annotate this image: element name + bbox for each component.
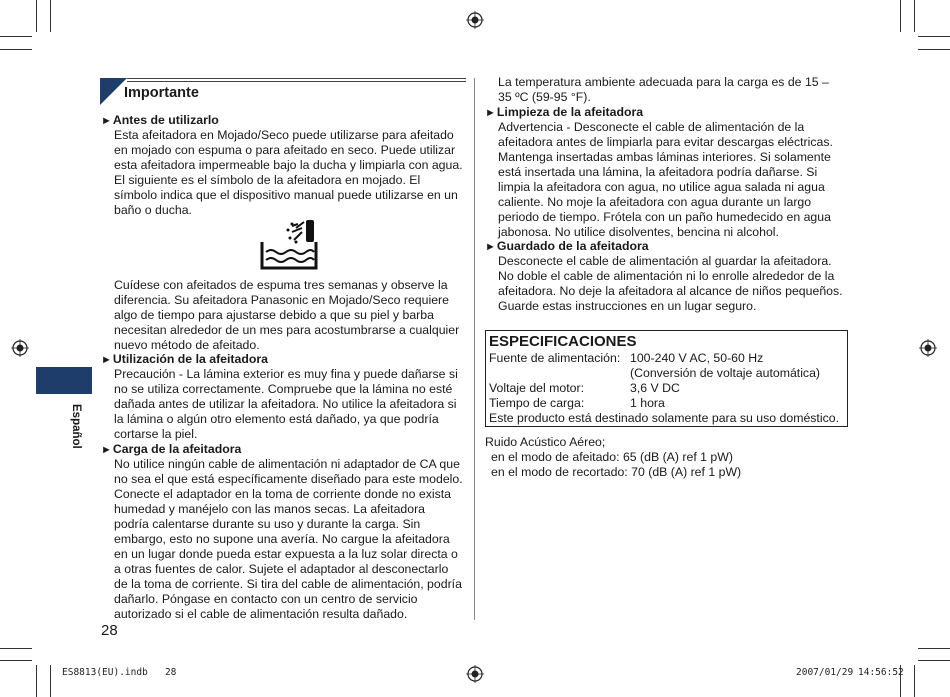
spec-note: Este producto está destinado solamente para su uso doméstico. — [489, 411, 839, 425]
crop-mark — [36, 665, 37, 697]
header-rule — [127, 81, 466, 82]
paragraph-antes: Esta afeitadora en Mojado/Seco puede utilizarse para afeitado en mojado con espuma o para afeitado en seco. Puede utilizar esta afeitadora impermeable bajo la ducha y limpiarla con agua. El siguiente es el símbolo de la afeitadora en mojado. El símbolo indica que el dispositivo manual puede utilizarse en un baño o ducha. — [114, 128, 463, 217]
footer-time: 14:56:52 — [858, 667, 904, 678]
noise-line: en el modo de afeitado: 65 (dB (A) ref 1 pW) — [491, 450, 733, 464]
header-rule — [127, 78, 466, 79]
spec-value: 100-240 V AC, 50-60 Hz — [630, 351, 764, 365]
paragraph-carga: No utilice ningún cable de alimentación ni adaptador de CA que no sea el que está específicamente diseñado para este modelo. Conecte el adaptador en la toma de corriente donde no exista humedad y manéjelo con las manos secas. La afeitadora podría calentarse durante su uso y durante la carga. Sin embargo, esto no supone una avería. No cargue la afeitadora en un lugar donde pueda estar expuesta a la luz solar directa o a otras fuentes de calor. Sujete el adaptador al desconectarlo de la toma de corriente. Si tira del cable de alimentación, podría dañarlo. Póngase en contacto con un centro de servicio autorizado si el cable de alimentación resulta dañado. — [114, 457, 463, 621]
language-tab — [36, 367, 92, 394]
paragraph-uso: Precaución - La lámina exterior es muy fina y puede dañarse si no se utiliza correctamente. Compruebe que la lámina no esté dañada antes de utilizar la afeitadora. No utilice la afeitadora si la lámina o algún otro elemento está dañado, ya que podría cortarse la piel. — [114, 367, 458, 441]
crop-mark — [50, 0, 51, 32]
subsection-heading: ►Carga de la afeitadora — [101, 442, 242, 456]
paragraph-temperatura: La temperatura ambiente adecuada para la carga es de 15 – 35 ºC (59-95 °F). — [498, 75, 829, 104]
spec-label: Fuente de alimentación: — [489, 351, 621, 365]
wet-shaving-symbol-icon — [258, 218, 322, 272]
paragraph-limpieza: Advertencia - Desconecte el cable de alimentación de la afeitadora antes de limpiarla para evitar descargas eléctricas. Mantenga insertadas ambas láminas interiores. Si solamente está insertada una lámina, la afeitadora podría dañarse. Si limpia la afeitadora con agua, no utilice agua salada ni agua caliente. No moje la afeitadora con agua durante un largo periodo de tiempo. Frótela con un paño humedecido en agua jabonosa. No utilice disolventes, bencina ni alcohol. — [498, 120, 833, 239]
crop-mark — [50, 665, 51, 697]
paragraph-foam: Cuídese con afeitados de espuma tres semanas y observe la diferencia. Su afeitadora Panasonic en Mojado/Seco requiere algo de tiempo para ajustarse debido a que su piel y barba necesitan alrededor de un mes para acostumbrarse a cualquier nuevo método de afeitado. — [114, 278, 460, 352]
column-divider — [474, 78, 475, 620]
subsection-heading: ►Limpieza de la afeitadora — [485, 105, 644, 119]
registration-mark-icon — [466, 665, 484, 683]
spec-value: 3,6 V DC — [630, 381, 680, 395]
crop-mark — [36, 0, 37, 32]
crop-mark — [0, 660, 32, 661]
spec-label: Voltaje del motor: — [489, 381, 585, 395]
registration-mark-icon — [11, 339, 29, 357]
footer-file: ES8813(EU).indb 28 — [62, 667, 177, 678]
crop-mark — [918, 36, 950, 37]
crop-mark — [914, 665, 915, 697]
registration-mark-icon — [466, 11, 484, 29]
crop-mark — [918, 660, 950, 661]
crop-mark — [918, 648, 950, 649]
crop-mark — [0, 648, 32, 649]
paragraph-guardado: Desconecte el cable de alimentación al guardar la afeitadora. No doble el cable de alimentación ni lo enrolle alrededor de la afeitadora. No deje la afeitadora al alcance de niños pequeños. Guarde estas instrucciones en un lugar seguro. — [498, 254, 843, 313]
crop-mark — [0, 49, 32, 50]
spec-label: Tiempo de carga: — [489, 396, 585, 410]
spec-value: (Conversión de voltaje automática) — [630, 366, 821, 380]
crop-mark — [900, 0, 901, 32]
registration-mark-icon — [919, 339, 937, 357]
crop-mark — [918, 49, 950, 50]
section-corner-triangle — [100, 78, 127, 105]
noise-title: Ruido Acústico Aéreo; — [485, 435, 606, 449]
crop-mark — [914, 0, 915, 32]
section-title: Importante — [124, 85, 199, 101]
footer-date: 2007/01/29 — [796, 667, 854, 678]
language-tab-label: Español — [70, 404, 82, 449]
spec-value: 1 hora — [630, 396, 665, 410]
subsection-heading: ►Antes de utilizarlo — [101, 113, 219, 127]
subsection-heading: ►Utilización de la afeitadora — [101, 352, 269, 366]
specs-title: ESPECIFICACIONES — [489, 333, 637, 350]
subsection-heading: ►Guardado de la afeitadora — [485, 239, 649, 253]
noise-line: en el modo de recortado: 70 (dB (A) ref 1 pW) — [491, 465, 742, 479]
crop-mark — [0, 36, 32, 37]
page-number: 28 — [101, 622, 118, 639]
